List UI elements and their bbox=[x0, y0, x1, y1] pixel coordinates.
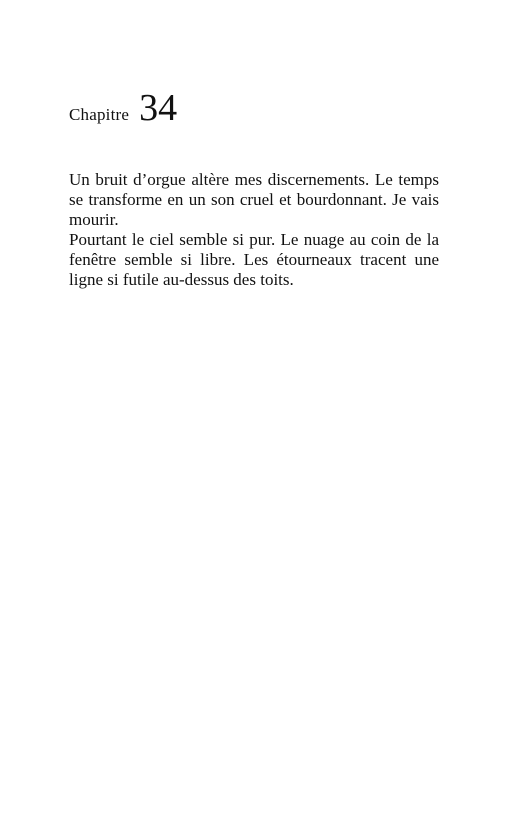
chapter-heading bbox=[69, 86, 177, 130]
chapter-number: 34 bbox=[139, 87, 178, 129]
paragraph-1: Un bruit d’orgue altère mes discernements. Le temps se transforme en un son cruel et bourdonnant. Je vais mourir. bbox=[69, 170, 439, 229]
chapter-label: Chapitre bbox=[69, 105, 130, 124]
chapter-body bbox=[69, 170, 439, 290]
paragraph-2: Pourtant le ciel semble si pur. Le nuage au coin de la fenêtre semble si libre. Les étourneaux tracent une ligne si futile au-dessus des toits. bbox=[69, 230, 439, 289]
